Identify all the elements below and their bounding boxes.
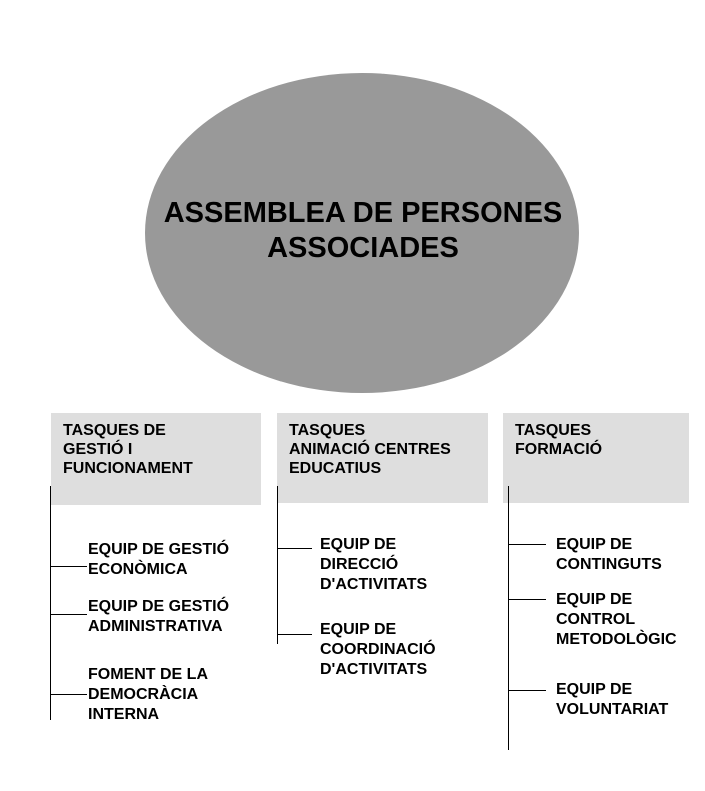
column-header-line: TASQUES [515,422,592,439]
item-connector [508,544,546,545]
column-connector-animacio [277,486,278,644]
team-continguts [556,535,662,575]
team-label-line: EQUIP DE [556,681,633,698]
team-label-line: D'ACTIVITATS [320,661,428,678]
item-connector [50,566,87,567]
column-header-line: EDUCATIUS [289,460,382,477]
assembly-title [100,196,626,266]
column-header-formacio [503,413,689,503]
column-header-line: TASQUES [289,422,366,439]
column-header-line: FUNCIONAMENT [63,460,193,477]
team-label-line: DEMOCRÀCIA [88,686,199,703]
team-label-line: D'ACTIVITATS [320,576,428,593]
column-connector-gestio [50,486,51,720]
team-voluntariat [556,680,668,720]
item-connector [508,599,546,600]
team-label-line: EQUIP DE [556,591,633,608]
column-header-line: FORMACIÓ [515,441,603,458]
team-label-line: COORDINACIÓ [320,641,436,658]
column-header-line: TASQUES DE [63,422,166,439]
team-label-line: EQUIP DE [320,621,397,638]
team-coordinacio-activitats [320,620,436,680]
team-label-line: EQUIP DE GESTIÓ [88,541,230,558]
column-header-animacio [277,413,488,503]
team-label-line: CONTINGUTS [556,556,662,573]
column-header-gestio [51,413,261,505]
team-gestio-administrativa [88,597,229,637]
column-header-line: ANIMACIÓ CENTRES [289,441,451,458]
team-control-metodologic [556,590,677,650]
item-connector [277,634,312,635]
team-direccio-activitats [320,535,427,595]
item-connector [50,614,87,615]
team-label-line: ADMINISTRATIVA [88,618,223,635]
team-label-line: ECONÒMICA [88,561,188,578]
assembly-title-line-1: ASSEMBLEA DE PERSONES [163,197,563,229]
assembly-title-line-2: ASSOCIADES [267,232,459,264]
team-label-line: EQUIP DE GESTIÓ [88,598,230,615]
column-connector-formacio [508,486,509,750]
team-label-line: METODOLÒGIC [556,631,677,648]
item-connector [508,690,546,691]
team-foment-democracia [88,665,208,725]
column-header-line: GESTIÓ I [63,441,133,458]
team-label-line: EQUIP DE [556,536,633,553]
team-label-line: EQUIP DE [320,536,397,553]
team-label-line: VOLUNTARIAT [556,701,669,718]
team-gestio-economica [88,540,229,580]
team-label-line: FOMENT DE LA [88,666,208,683]
team-label-line: INTERNA [88,706,160,723]
item-connector [277,548,312,549]
team-label-line: DIRECCIÓ [320,556,399,573]
team-label-line: CONTROL [556,611,636,628]
item-connector [50,694,87,695]
